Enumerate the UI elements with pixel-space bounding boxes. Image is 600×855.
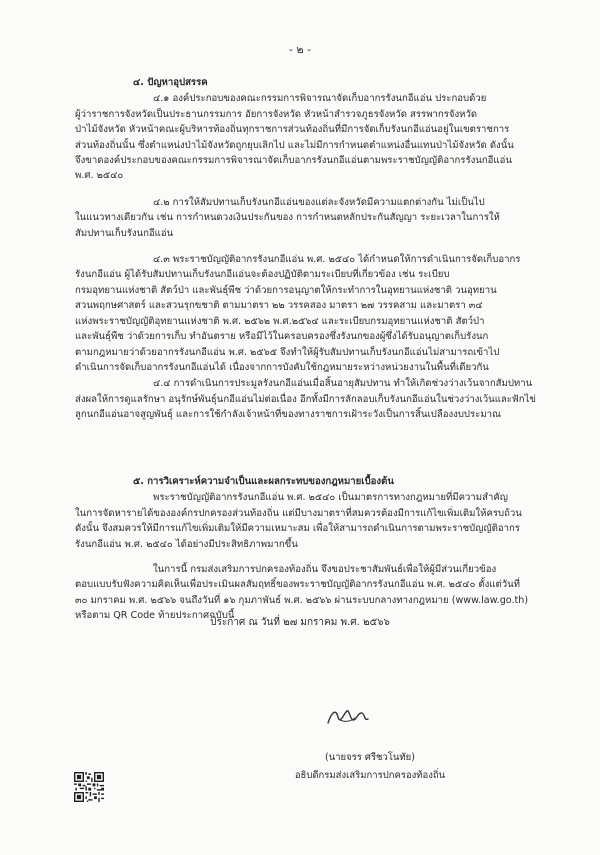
section-4	[75, 75, 547, 423]
paragraph-line: จึงขาดองค์ประกอบของคณะกรรมการพิจารณาจัดเก็บอากรรังนกอีแอ่นตามพระราชบัญญัติอากรรังนกอีแอ่น	[75, 155, 512, 167]
signatory-title: อธิบดีกรมส่งเสริมการปกครองท้องถิ่น	[294, 770, 446, 781]
paragraph-line: ๔.๓ พระราชบัญญัติอากรรังนกอีแอ่น พ.ศ. ๒๕๔๐ ได้กำหนดให้การดำเนินการจัดเก็บอากร	[153, 254, 521, 266]
paragraph-line: และพันธุ์พืช ว่าด้วยการเก็บ ทำอันตราย หรือมีไว้ในครอบครองซึ่งรังนกของผู้ซึ่งได้รับอนุญาตเก็บรังนก	[75, 331, 489, 343]
paragraph-line: ผู้ว่าราชการจังหวัดเป็นประธานกรรมการ อัยการจังหวัด หัวหน้าสำรวจภูธรจังหวัด สรรพากรจังหวัด	[75, 108, 478, 120]
paragraph-line: ๔.๔ การดำเนินการประมูลรังนกอีแอ่นเมื่อสิ้นอายุสัมปทาน ทำให้เกิดช่วงว่างเว้นจากสัมปทาน	[153, 378, 533, 390]
paragraph-line: กรมอุทยานแห่งชาติ สัตว์ป่า และพันธุ์พืช ว่าด้วยการอนุญาตให้กระทำการในอุทยานแห่งชาติ วนอุทยาน	[75, 284, 497, 296]
paragraph-line: ในการจัดหารายได้ขององค์กรปกครองส่วนท้องถิ่น แต่มีบางมาตราที่สมควรต้องมีการแก้ไขเพิ่มเติมให้ครบถ้วน	[75, 507, 522, 519]
paragraph-line: ๔.๑ องค์ประกอบของคณะกรรมการพิจารณาจัดเก็บอากรรังนกอีแอ่น ประกอบด้วย	[153, 93, 487, 105]
signatory-name: (นายจรร ศรีชวโนทัย)	[325, 752, 415, 763]
signature	[322, 703, 372, 731]
section-5	[75, 474, 547, 624]
paragraph-line: ป่าไม้จังหวัด หัวหน้าคณะผู้บริหารท้องถิ่นทุกราชการส่วนท้องถิ่นที่มีการจัดเก็บรังนกอีแอ่นอยู่ในเขตราชการ	[75, 124, 510, 136]
paragraph-line: ในแนวทางเดียวกัน เช่น การกำหนดวงเงินประกันของ การกำหนดหลักประกันสัญญา ระยะเวลาในการให้	[75, 212, 500, 224]
paragraph-line: ดังนั้น จึงสมควรให้มีการแก้ไขเพิ่มเติมให้มีความเหมาะสม เพื่อให้สามารถดำเนินการตามพระราชบัญญัติอากร	[75, 523, 520, 535]
paragraph-4-2	[75, 195, 547, 241]
announcement-date: ประกาศ ณ วันที่ ๒๗ มกราคม พ.ศ. ๒๕๖๖	[210, 617, 390, 628]
paragraph-4-1	[75, 91, 547, 183]
paragraph-line: พ.ศ. ๒๕๔๐	[75, 170, 124, 182]
paragraph-line: ส่วนท้องถิ่นนั้น ซึ่งตำแหน่งป่าไม้จังหวัดถูกยุบเลิกไป และไม่มีการกำหนดตำแหน่งอื่นแทนป่าไม้จังหวัด ดังนั้น	[75, 139, 514, 151]
paragraph-line: หรือตาม QR Code ท้ายประกาศฉบับนี้	[75, 610, 235, 622]
paragraph-line: รังนกอีแอ่น ผู้ได้รับสัมปทานเก็บรังนกอีแอ่นจะต้องปฏิบัติตามระเบียบที่เกี่ยวข้อง เช่น ระเบียบ	[75, 269, 450, 281]
paragraph-line: ลูกนกอีแอ่นอาจสูญพันธุ์ และการใช้กำลังเจ้าหน้าที่ของทางราชการเฝ้าระวังเป็นการสิ้นเปลืองงบประมาณ	[75, 409, 501, 421]
paragraph-line: ๓๐ มกราคม พ.ศ. ๒๕๖๖ จนถึงวันที่ ๑๖ กุมภาพันธ์ พ.ศ. ๒๕๖๖ ผ่านระบบกลางทางกฎหมาย (www.law.go.th)	[75, 594, 529, 606]
qr-code-icon	[74, 772, 104, 802]
paragraph-line: สัมปทานเก็บรังนกอีแอ่น	[75, 227, 174, 239]
page-number: - ๒ -	[288, 43, 312, 56]
section-4-heading: ๔. ปัญหาอุปสรรค	[133, 77, 208, 88]
paragraph-line: แห่งพระราชบัญญัติอุทยานแห่งชาติ พ.ศ. ๒๕๖๒ พ.ศ.๒๕๖๔ และระเบียบกรมอุทยานแห่งชาติ สัตว์ป่า	[75, 315, 485, 327]
paragraph-4-4	[75, 376, 547, 422]
paragraph-4-3	[75, 252, 547, 375]
section-5-heading: ๕. การวิเคราะห์ความจำเป็นและผลกระทบของกฎหมายเบื้องต้น	[133, 476, 394, 487]
paragraph-line: รังนกอีแอ่น พ.ศ. ๒๕๔๐ ได้อย่างมีประสิทธิภาพมากขึ้น	[75, 538, 298, 550]
paragraph-line: ๔.๒ การให้สัมปทานเก็บรังนกอีแอ่นของแต่ละจังหวัดมีความแตกต่างกัน ไม่เป็นไป	[153, 196, 485, 208]
paragraph-line: ดำเนินการจัดเก็บอากรรังนกอีแอ่นได้ เนื่องจากการบังคับใช้กฎหมายระหว่างหน่วยงานในพื้นที่เดียวกัน	[75, 361, 489, 373]
paragraph-line: ส่งผลให้การดูแลรักษา อนุรักษ์พันธุ์นกอีแอ่นไม่ต่อเนื่อง อีกทั้งมีการลักลอบเก็บรังนกอีแอ่นในช่วงว่างเว้นและฟักไข่	[75, 393, 536, 405]
paragraph-line: ตอบแบบรับฟังความคิดเห็นเพื่อประเมินผลสัมฤทธิ์ของพระราชบัญญัติอากรรังนกอีแอ่น พ.ศ. ๒๕๔๐ ตั้งแต่วันที่	[75, 579, 520, 591]
paragraph-line: สวนพฤกษศาสตร์ และสวนรุกขชาติ ตามมาตรา ๒๒ วรรคสอง มาตรา ๒๗ วรรคสาม และมาตรา ๓๔	[75, 300, 483, 312]
paragraph-line: ในการนี้ กรมส่งเสริมการปกครองท้องถิ่น จึงขอประชาสัมพันธ์เพื่อให้ผู้มีส่วนเกี่ยวข้อง	[153, 564, 497, 576]
paragraph-line: พระราชบัญญัติอากรรังนกอีแอ่น พ.ศ. ๒๕๔๐ เป็นมาตรการทางกฎหมายที่มีความสำคัญ	[153, 492, 508, 504]
paragraph-line: ตามกฎหมายว่าด้วยอากรรังนกอีแอ่น พ.ศ. ๒๕๖๕ จึงทำให้ผู้รับสัมปทานเก็บรังนกอีแอ่นไม่สามารถเข้าไป	[75, 346, 500, 358]
paragraph-5-1	[75, 490, 547, 552]
